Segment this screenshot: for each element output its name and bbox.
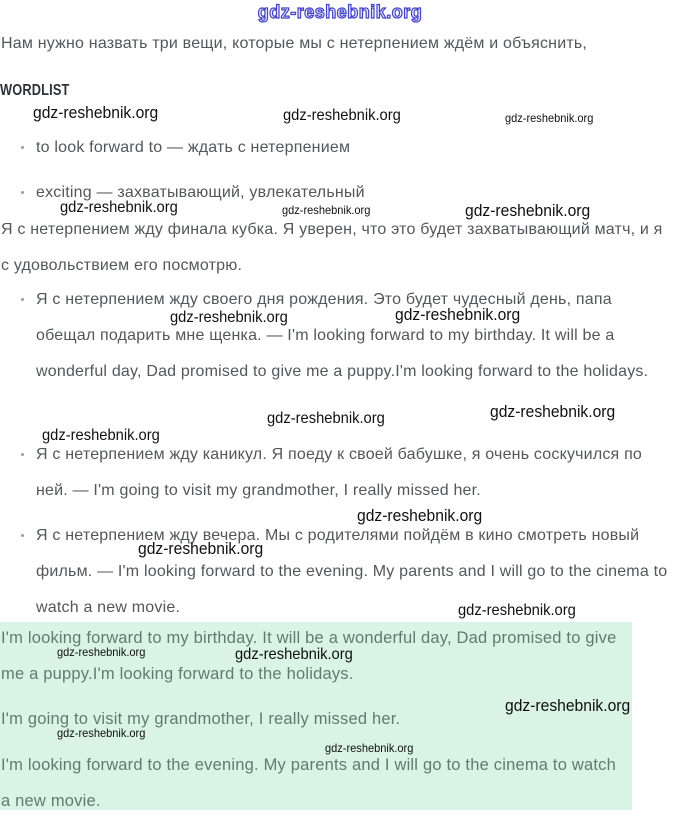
watermark: gdz-reshebnik.org <box>33 103 159 122</box>
answer-item: Я с нетерпением жду вечера. Мы с родителями пойдём в кино смотреть новый фильм. — I'm looking forward to the evening. My parents and I will go to the cinema to watch a new movie. <box>0 518 672 626</box>
answer-lead-paragraph: Я с нетерпением жду финала кубка. Я уверен, что это будет захватывающий матч, и я с удовольствием его посмотрю. <box>1 221 663 274</box>
watermark: gdz-reshebnik.org <box>283 107 401 124</box>
wordlist-item: to look forward to — ждать с нетерпением <box>0 137 350 159</box>
wordlist-item: exciting — захватывающий, увлекательный <box>0 182 365 204</box>
watermark: gdz-reshebnik.org <box>267 410 385 427</box>
watermark: gdz-reshebnik.org <box>235 646 353 663</box>
watermark: gdz-reshebnik.org <box>505 696 631 715</box>
highlight-paragraph: I'm looking forward to my birthday. It will be a wonderful day, Dad promised to give me a puppy.I'm looking forward to the holidays. <box>1 629 617 683</box>
watermark: gdz-reshebnik.org <box>60 199 178 216</box>
wordlist-heading: WORDLIST <box>0 82 70 99</box>
watermark: gdz-reshebnik.org <box>170 309 288 326</box>
watermark: gdz-reshebnik.org <box>458 602 576 619</box>
watermark: gdz-reshebnik.org <box>490 402 616 421</box>
watermark: gdz-reshebnik.org <box>465 201 591 220</box>
highlight-paragraph: I'm looking forward to the evening. My parents and I will go to the cinema to watch a new movie. <box>1 756 616 810</box>
answer-item: Я с нетерпением жду каникул. Я поеду к своей бабушке, я очень соскучился по ней. — I'm going to visit my grandmother, I really missed her. <box>0 437 668 509</box>
watermark: gdz-reshebnik.org <box>395 305 521 324</box>
watermark: gdz-reshebnik.org <box>57 645 146 659</box>
watermark: gdz-reshebnik.org <box>138 539 264 558</box>
watermark: gdz-reshebnik.org <box>325 741 414 755</box>
answer-item: Я с нетерпением жду своего дня рождения. Это будет чудесный день, папа обещал подарить мне щенка. — I'm looking forward to my birthday. It will be a wonderful day, Dad promised to give me a puppy.I'm looking forward to the holidays. <box>0 282 668 390</box>
site-logo-link[interactable]: gdz-reshebnik.org <box>257 2 423 22</box>
highlight-paragraph: I'm going to visit my grandmother, I really missed her. <box>1 710 401 728</box>
watermark: gdz-reshebnik.org <box>282 203 371 217</box>
task-intro-text: Нам нужно назвать три вещи, которые мы с нетерпением ждём и объяснить, <box>1 35 588 52</box>
watermark: gdz-reshebnik.org <box>42 427 160 444</box>
watermark: gdz-reshebnik.org <box>357 506 483 525</box>
watermark: gdz-reshebnik.org <box>505 111 594 125</box>
watermark: gdz-reshebnik.org <box>57 726 146 740</box>
